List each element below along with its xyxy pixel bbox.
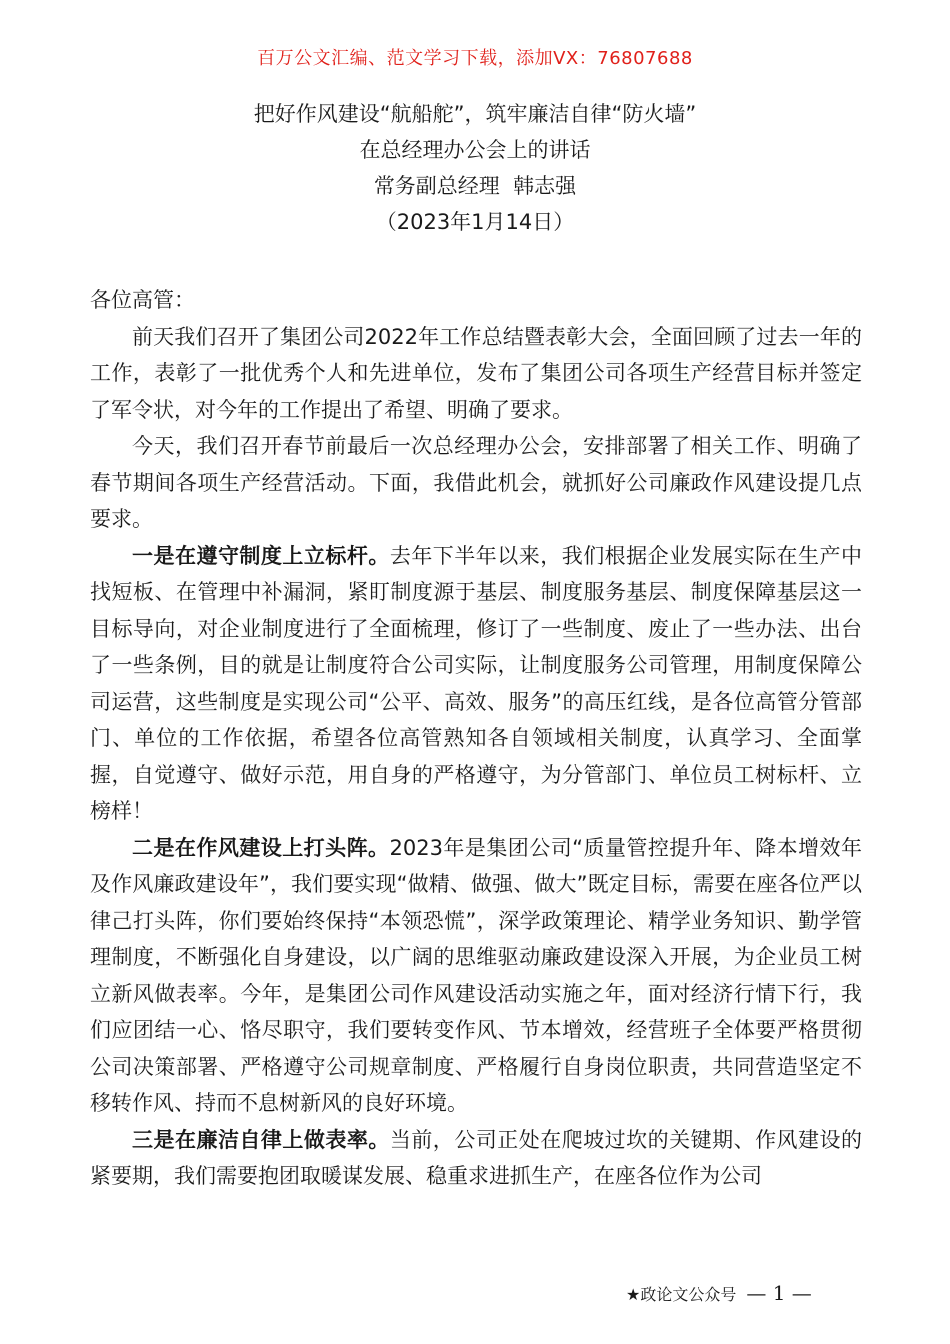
paragraph-text: 2023年是集团公司“质量管控提升年、降本增效年及作风廉政建设年”，我们要实现“做精、做强、做大”既定目标，需要在座各位严以律己打头阵，你们要始终保持“本领恐慌”，深学政策理论、精学业务知识、勤学管理制度，不断强化自身建设，以广阔的思维驱动廉政建设深入开展，为企业员工树立新风做表率。今年，是集团公司作风建设活动实施之年，面对经济行情下行，我们应团结一心、恪尽职守，我们要转变作风、节本增效，经营班子全体要严格贯彻公司决策部署、严格遵守公司规章制度、严格履行自身岗位职责，共同营造坚定不移转作风、持而不息树新风的良好环境。	[90, 835, 863, 1115]
paragraph-lead: 三是在廉洁自律上做表率。	[132, 1127, 390, 1152]
footer-source: ★政论文公众号	[626, 1285, 737, 1304]
paragraph-5	[90, 1122, 862, 1195]
page-number: — 1 —	[746, 1281, 812, 1305]
document-title: 把好作风建设“航船舵”，筑牢廉洁自律“防火墙”	[253, 102, 697, 126]
paragraph-4	[90, 830, 862, 1122]
paragraph-lead: 二是在作风建设上打头阵。	[132, 835, 390, 860]
paragraph-text: 当前，公司正处在爬坡过坎的关键期、作风建设的紧要期，我们需要抱团取暖谋发展、稳重求进抓生产，在座各位作为公司	[90, 1127, 863, 1188]
speaker-line: 常务副总经理 韩志强	[373, 174, 577, 198]
paragraph-3	[90, 538, 862, 830]
title-block	[0, 96, 950, 240]
paragraph-lead: 一是在遵守制度上立标杆。	[132, 543, 390, 568]
paragraph-text: 去年下半年以来，我们根据企业发展实际在生产中找短板、在管理中补漏洞，紧盯制度源于基层、制度服务基层、制度保障基层这一目标导向，对企业制度进行了全面梳理，修订了一些制度、废止了一些办法、出台了一些条例，目的就是让制度符合公司实际，让制度服务公司管理，用制度保障公司运营，这些制度是实现公司“公平、高效、服务”的高压红线，是各位高管分管部门、单位的工作依据，希望各位高管熟知各自领域相关制度，认真学习、全面掌握，自觉遵守、做好示范，用自身的严格遵守，为分管部门、单位员工树标杆、立榜样！	[90, 543, 863, 823]
document-subtitle: 在总经理办公会上的讲话	[359, 138, 591, 162]
paragraph-1	[90, 319, 862, 429]
header-watermark-note: 百万公文汇编、范文学习下载，添加VX：76807688	[257, 48, 693, 69]
paragraph-text: 前天我们召开了集团公司2022年工作总结暨表彰大会，全面回顾了过去一年的工作，表彰了一批优秀个人和先进单位，发布了集团公司各项生产经营目标并签定了军令状，对今年的工作提出了希望、明确了要求。	[90, 324, 862, 422]
page-footer	[626, 1281, 812, 1307]
document-body	[90, 282, 862, 1195]
date-line: （2023年1月14日）	[375, 210, 575, 234]
salutation: 各位高管：	[90, 288, 195, 312]
paragraph-2	[90, 428, 862, 538]
paragraph-text: 今天，我们召开春节前最后一次总经理办公会，安排部署了相关工作、明确了春节期间各项生产经营活动。下面，我借此机会，就抓好公司廉政作风建设提几点要求。	[90, 434, 862, 531]
